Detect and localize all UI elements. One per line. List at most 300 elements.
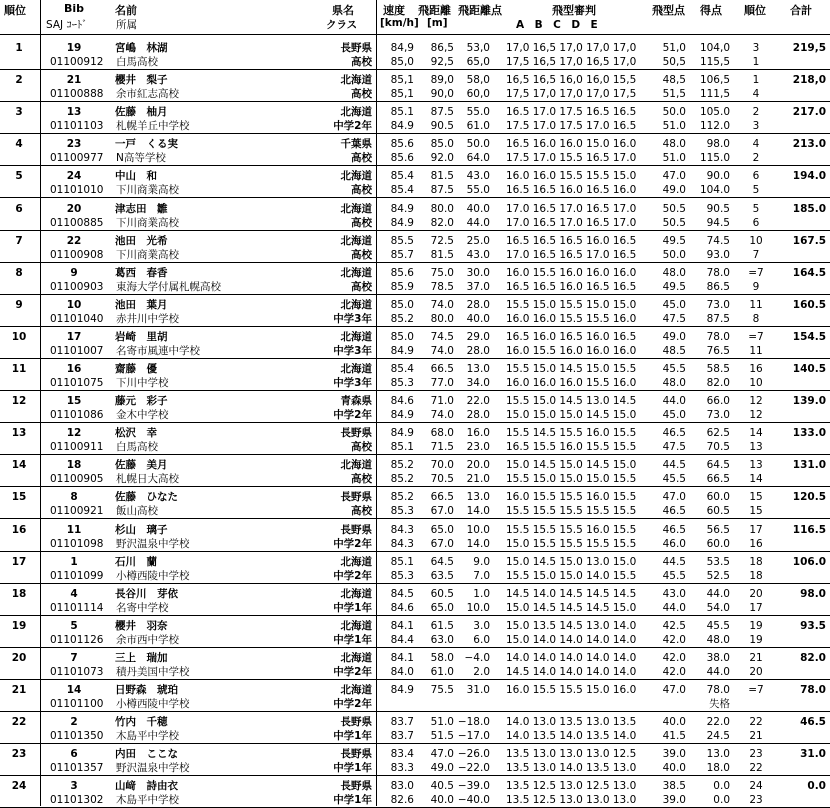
row-rank: 5 (15, 170, 23, 183)
speed-value-run1: 84.5 (390, 587, 414, 600)
speed-value-run2: 85.7 (390, 248, 414, 261)
distance-value-run2: 90,0 (430, 88, 454, 101)
distance-value-run1: 65.0 (430, 523, 454, 536)
class-label: 高校 (351, 152, 372, 165)
distance-value-run2: 87.5 (430, 184, 454, 197)
style-points-run2: 42.0 (662, 665, 686, 678)
class-label: 中学2年 (333, 120, 372, 133)
distance-points-run1: −26.0 (457, 748, 490, 761)
affiliation: 白馬高校 (116, 56, 158, 68)
prefecture: 北海道 (340, 555, 372, 568)
affiliation: 下川商業高校 (116, 216, 179, 229)
speed-value-run2: 85.2 (390, 312, 414, 325)
judge-scores-run2: 17,5 17,0 17,0 17,0 17,5 (506, 88, 637, 101)
speed-value-run2: 85.3 (390, 569, 414, 582)
judge-scores-run2: 17.5 17.0 15.5 16.5 17.0 (506, 152, 637, 165)
total-score: 140.5 (792, 363, 826, 375)
row-rank: 3 (15, 106, 23, 119)
distance-points-run1: 22.0 (466, 395, 490, 408)
run-rank-run1: 4 (752, 138, 760, 151)
run-points-run2: 112.0 (699, 120, 730, 133)
run-points-run1: 44.0 (706, 587, 730, 600)
judge-scores-run2: 16.5 16.5 16.0 16.5 16.5 (506, 280, 637, 293)
distance-value-run1: 66.5 (430, 491, 454, 504)
table-row (0, 134, 830, 166)
run-points-run1: 78.0 (706, 330, 730, 343)
class-label: 中学1年 (333, 762, 372, 775)
run-rank-run2: 7 (752, 248, 760, 261)
speed-value-run2: 84.9 (390, 216, 414, 229)
speed-value-run1: 85.0 (390, 298, 414, 311)
distance-value-run2: 67.0 (430, 505, 454, 518)
run-points-run1: 106,5 (699, 74, 730, 87)
affiliation: 下川中学校 (116, 377, 169, 389)
run-points-run2: 60.5 (706, 505, 730, 518)
athlete-name: 石川 蘭 (115, 555, 157, 568)
style-points-run1: 48.0 (662, 138, 686, 151)
distance-points-run2: 60,0 (466, 88, 490, 101)
run-points-run1: 90.5 (706, 202, 730, 215)
style-points-run2: 46.5 (662, 505, 686, 518)
prefecture: 長野県 (340, 42, 372, 54)
distance-points-run1: 30.0 (466, 266, 490, 279)
run-rank-run1: 20 (749, 587, 763, 600)
distance-value-run2: 81.5 (430, 248, 454, 261)
style-points-run2: 49.5 (662, 280, 686, 293)
saj-code: 01101126 (50, 633, 104, 646)
athlete-name: 長谷川 芽依 (115, 587, 178, 600)
distance-points-run2: 44.0 (466, 216, 490, 229)
run-rank-run2: 5 (752, 184, 760, 197)
affiliation: 余市西中学校 (116, 633, 179, 646)
row-rank: 20 (11, 651, 27, 664)
athlete-name: 葛西 春香 (115, 266, 168, 279)
run-rank-run1: 14 (749, 427, 763, 440)
table-row (0, 520, 830, 552)
distance-value-run1: 64.5 (430, 555, 454, 568)
run-rank-run1: 16 (749, 363, 763, 375)
affiliation: 小樽西陵中学校 (116, 569, 190, 582)
speed-value-run2: 84.4 (390, 633, 414, 646)
run-points-run1: 73.0 (706, 298, 730, 311)
speed-value-run2: 85.4 (390, 184, 414, 197)
prefecture: 長野県 (340, 780, 372, 793)
style-points-run2: 44.0 (662, 601, 686, 614)
style-points-run1: 40.0 (662, 716, 686, 729)
judge-scores-run1: 17.0 16.5 17.0 16.5 17.0 (506, 202, 637, 215)
row-rank: 16 (11, 523, 27, 536)
speed-value-run1: 83.0 (390, 780, 414, 793)
style-points-run2: 48.0 (662, 377, 686, 389)
style-points-run1: 46.5 (662, 427, 686, 440)
style-points-run2: 41.5 (662, 730, 686, 743)
row-rank: 22 (11, 716, 27, 729)
judge-scores-run1: 15.5 14.5 15.5 16.0 15.5 (506, 427, 637, 440)
row-rank: 6 (15, 202, 23, 215)
total-score: 219,5 (792, 42, 826, 54)
bib-number: 10 (66, 298, 82, 311)
class-label: 中学1年 (333, 633, 372, 646)
affiliation: 余市紅志高校 (116, 88, 179, 101)
athlete-name: 池田 光希 (115, 234, 168, 247)
distance-points-run2: 6.0 (473, 633, 490, 646)
judge-scores-run2: 15.0 14.0 14.0 14.0 14.0 (506, 633, 637, 646)
speed-value-run2: 82.6 (390, 794, 414, 807)
run-points-run1: 53.5 (706, 555, 730, 568)
run-rank-run1: =7 (748, 266, 764, 279)
header-pref: 県名 (332, 4, 354, 17)
run-rank-run1: 17 (749, 523, 763, 536)
style-points-run2: 40.0 (662, 762, 686, 775)
judge-scores-run1: 15.0 14.5 15.0 14.5 15.0 (506, 459, 637, 472)
header-points: 得点 (700, 4, 722, 17)
affiliation: 白馬高校 (116, 441, 158, 454)
judge-scores-run2: 17,5 16,5 17,0 16,5 17,0 (506, 56, 637, 68)
table-row (0, 712, 830, 744)
table-row (0, 70, 830, 102)
athlete-name: 津志田 雛 (115, 202, 168, 215)
run-rank-run2: 14 (749, 473, 763, 486)
run-rank-run2: 6 (752, 216, 760, 229)
run-points-run2: 0.0 (713, 794, 730, 807)
header-rank2: 順位 (744, 4, 766, 17)
speed-value-run2: 84.0 (390, 665, 414, 678)
distance-points-run2: 65,0 (466, 56, 490, 68)
distance-points-run1: 40.0 (466, 202, 490, 215)
prefecture: 北海道 (340, 651, 372, 664)
judge-scores-run2: 14.0 13.5 14.0 13.5 14.0 (506, 730, 637, 743)
run-rank-run1: 6 (752, 170, 760, 183)
run-points-run2: 66.5 (706, 473, 730, 486)
total-score: 98.0 (800, 587, 826, 600)
run-rank-run1: 22 (749, 716, 763, 729)
run-points-run2: 54.0 (706, 601, 730, 614)
run-rank-run2: 3 (752, 120, 760, 133)
bib-number: 11 (66, 523, 82, 536)
bib-number: 16 (66, 363, 82, 375)
distance-points-run2: 40.0 (466, 312, 490, 325)
speed-value-run1: 84.1 (390, 619, 414, 632)
prefecture: 北海道 (340, 587, 372, 600)
distance-value-run1: 58.0 (430, 651, 454, 664)
run-rank-run1: 13 (749, 459, 763, 472)
judge-scores-run2: 17.5 17.0 17.5 17.0 16.5 (506, 120, 637, 133)
distance-points-run1: 31.0 (466, 684, 490, 696)
judge-scores-run1: 14.0 13.0 13.5 13.0 13.5 (506, 716, 637, 729)
total-score: 133.0 (792, 427, 826, 440)
prefecture: 北海道 (340, 106, 372, 119)
style-points-run1: 43.0 (662, 587, 686, 600)
judge-scores-run2: 15.5 15.0 15.0 15.0 15.5 (506, 473, 637, 486)
athlete-name: 岩崎 里胡 (115, 330, 168, 343)
class-label: 高校 (351, 280, 372, 293)
style-points-run2: 46.0 (662, 537, 686, 550)
table-row (0, 680, 830, 712)
athlete-name: 佐藤 ひなた (115, 491, 178, 504)
total-score: 217.0 (792, 106, 826, 119)
style-points-run2: 47.5 (662, 441, 686, 454)
run-rank-run1: 24 (749, 780, 763, 793)
run-points-run2: 115,5 (699, 56, 730, 68)
run-rank-run1: 10 (749, 234, 763, 247)
class-label: 中学1年 (333, 730, 372, 743)
total-score: 31.0 (800, 748, 826, 761)
style-points-run2: 49.0 (662, 184, 686, 197)
speed-value-run1: 85.1 (390, 555, 414, 568)
bib-number: 2 (70, 716, 78, 729)
distance-points-run1: 10.0 (466, 523, 490, 536)
style-points-run1: 42.0 (662, 651, 686, 664)
distance-value-run2: 92.0 (430, 152, 454, 165)
prefecture: 北海道 (340, 202, 372, 215)
saj-code: 01101010 (50, 184, 104, 197)
run-rank-run1: 5 (752, 202, 760, 215)
class-label: 中学2年 (333, 537, 372, 550)
judge-scores-run1: 16.0 15.5 15.5 16.0 15.5 (506, 491, 637, 504)
table-row (0, 776, 830, 808)
prefecture: 北海道 (340, 330, 372, 343)
run-rank-run1: 3 (752, 42, 760, 54)
speed-value-run1: 84.9 (390, 427, 414, 440)
distance-points-run1: 28.0 (466, 298, 490, 311)
affiliation: 木島平中学校 (116, 794, 179, 807)
saj-code: 01101302 (50, 794, 104, 807)
distance-value-run2: 51.5 (430, 730, 454, 743)
style-points-run1: 51,0 (662, 42, 686, 54)
style-points-run2: 51,5 (662, 88, 686, 101)
distance-value-run1: 85.0 (430, 138, 454, 151)
speed-value-run1: 84.1 (390, 651, 414, 664)
prefecture: 長野県 (340, 427, 372, 440)
run-points-run2: 失格 (709, 698, 730, 710)
table-row (0, 231, 830, 263)
run-points-run1: 74.5 (706, 234, 730, 247)
judge-scores-run1: 14.5 14.0 14.5 14.5 14.5 (506, 587, 637, 600)
athlete-name: 齋藤 優 (115, 363, 157, 375)
distance-points-run1: −18.0 (457, 716, 490, 729)
style-points-run1: 44.0 (662, 395, 686, 408)
saj-code: 01101099 (50, 569, 104, 582)
run-rank-run1: 15 (749, 491, 763, 504)
prefecture: 北海道 (340, 234, 372, 247)
run-points-run1: 60.0 (706, 491, 730, 504)
distance-value-run1: 87.5 (430, 106, 454, 119)
style-points-run2: 50.0 (662, 248, 686, 261)
distance-value-run1: 81.5 (430, 170, 454, 183)
run-points-run1: 22.0 (706, 716, 730, 729)
run-rank-run2: 17 (749, 601, 763, 614)
judge-scores-run1: 16,5 16,5 16,0 16,0 15,5 (506, 74, 637, 87)
run-points-run2: 104.0 (699, 184, 730, 197)
class-label: 高校 (351, 216, 372, 229)
bib-number: 18 (66, 459, 82, 472)
athlete-name: 山﨑 詩由衣 (115, 780, 178, 793)
speed-value-run2: 84.9 (390, 344, 414, 357)
distance-value-run1: 89,0 (430, 74, 454, 87)
speed-value-run2: 85.6 (390, 152, 414, 165)
run-points-run1: 66.0 (706, 395, 730, 408)
row-rank: 24 (11, 780, 27, 793)
run-points-run1: 13.0 (706, 748, 730, 761)
class-label: 中学3年 (333, 312, 372, 325)
distance-value-run2: 71.5 (430, 441, 454, 454)
style-points-run1: 47.0 (662, 684, 686, 696)
speed-value-run1: 85.5 (390, 234, 414, 247)
run-rank-run1: =7 (748, 684, 764, 696)
prefecture: 青森県 (340, 395, 372, 408)
distance-value-run2: 49.0 (430, 762, 454, 775)
style-points-run1: 44.5 (662, 555, 686, 568)
speed-value-run1: 83.7 (390, 716, 414, 729)
distance-value-run2: 65.0 (430, 601, 454, 614)
speed-value-run1: 84.3 (390, 523, 414, 536)
distance-points-run2: 28.0 (466, 409, 490, 422)
distance-points-run2: 61.0 (466, 120, 490, 133)
row-rank: 21 (11, 684, 27, 696)
distance-value-run1: 47.0 (430, 748, 454, 761)
saj-code: 01101103 (50, 120, 104, 133)
header-m: [m] (427, 17, 448, 29)
distance-value-run2: 63.5 (430, 569, 454, 582)
header-saj: SAJ ｺｰﾄﾞ (46, 19, 88, 31)
bib-number: 12 (66, 427, 82, 440)
distance-points-run1: 9.0 (473, 555, 490, 568)
judge-scores-run1: 16.0 15.5 16.0 16.0 16.0 (506, 266, 637, 279)
distance-points-run1: 25.0 (466, 234, 490, 247)
prefecture: 北海道 (340, 459, 372, 472)
row-rank: 10 (11, 330, 27, 343)
style-points-run1: 42.5 (662, 619, 686, 632)
speed-value-run2: 84.3 (390, 537, 414, 550)
distance-points-run2: −17.0 (457, 730, 490, 743)
run-points-run2: 24.5 (706, 730, 730, 743)
judge-scores-run2: 16.0 15.5 16.0 16.0 16.0 (506, 344, 637, 357)
header-affil: 所属 (116, 19, 137, 31)
saj-code: 01101073 (50, 665, 104, 678)
judge-scores-run1: 16.0 16.0 15.5 15.5 15.0 (506, 170, 637, 183)
run-points-run2: 76.5 (706, 344, 730, 357)
saj-code: 01100903 (50, 280, 104, 293)
speed-value-run2: 85.1 (390, 441, 414, 454)
table-row (0, 616, 830, 648)
run-points-run1: 38.0 (706, 651, 730, 664)
row-rank: 7 (15, 234, 23, 247)
header-bib: Bib (64, 2, 85, 15)
distance-points-run2: −22.0 (457, 762, 490, 775)
table-row (0, 648, 830, 680)
style-points-run2: 42.0 (662, 633, 686, 646)
run-rank-run1: =7 (748, 330, 764, 343)
run-points-run1: 64.5 (706, 459, 730, 472)
saj-code: 01101114 (50, 601, 104, 614)
run-points-run2: 73.0 (706, 409, 730, 422)
speed-value-run1: 85.6 (390, 138, 414, 151)
table-row (0, 199, 830, 231)
run-points-run2: 115.0 (699, 152, 730, 165)
speed-value-run1: 83.4 (390, 748, 414, 761)
table-row (0, 455, 830, 487)
run-points-run2: 44.0 (706, 665, 730, 678)
distance-value-run2: 63.0 (430, 633, 454, 646)
judge-scores-run2: 16.0 16.0 16.0 15.5 16.0 (506, 377, 637, 389)
distance-value-run2: 78.5 (430, 280, 454, 293)
distance-points-run1: 3.0 (473, 619, 490, 632)
run-points-run1: 62.5 (706, 427, 730, 440)
table-row (0, 38, 830, 70)
athlete-name: 櫻井 梨子 (115, 74, 168, 87)
class-label: 中学2年 (333, 569, 372, 582)
judge-scores-run2: 13.5 12.5 13.0 13.0 13.0 (506, 794, 637, 807)
distance-value-run2: 92,5 (430, 56, 454, 68)
speed-value-run1: 84,9 (390, 42, 414, 54)
run-rank-run2: 19 (749, 633, 763, 646)
speed-value-run1: 84.9 (390, 202, 414, 215)
run-points-run2: 60.0 (706, 537, 730, 550)
total-score: 218,0 (792, 74, 826, 87)
judge-scores-run1: 16.5 16.0 16.0 15.0 16.0 (506, 138, 637, 151)
distance-points-run2: 64.0 (466, 152, 490, 165)
run-rank-run2: 9 (752, 280, 760, 293)
bib-number: 3 (70, 780, 78, 793)
header-speed: 速度 (383, 4, 405, 17)
judge-scores-run2: 17.0 16.5 17.0 16.5 17.0 (506, 216, 637, 229)
row-rank: 14 (11, 459, 27, 472)
prefecture: 長野県 (340, 491, 372, 504)
distance-points-run1: 50.0 (466, 138, 490, 151)
run-rank-run2: 11 (749, 344, 763, 357)
saj-code: 01101357 (50, 762, 104, 775)
affiliation: 赤井川中学校 (116, 312, 179, 325)
run-points-run2: 48.0 (706, 633, 730, 646)
style-points-run2: 39.0 (662, 794, 686, 807)
athlete-name: 杉山 璃子 (115, 523, 168, 536)
style-points-run1: 50.5 (662, 202, 686, 215)
run-rank-run2: 8 (752, 312, 760, 325)
distance-value-run2: 74.0 (430, 409, 454, 422)
speed-value-run2: 83.7 (390, 730, 414, 743)
row-rank: 15 (11, 491, 27, 504)
run-points-run1: 58.5 (706, 363, 730, 375)
distance-points-run2: 43.0 (466, 248, 490, 261)
saj-code: 01101040 (50, 312, 104, 325)
row-rank: 1 (15, 42, 23, 54)
total-score: 116.5 (792, 523, 826, 536)
judge-scores-run1: 15.0 13.5 14.5 13.0 14.0 (506, 619, 637, 632)
judge-scores-run2: 16.5 16.5 16.0 16.5 16.0 (506, 184, 637, 197)
run-points-run1: 45.5 (706, 619, 730, 632)
speed-value-run2: 85.3 (390, 505, 414, 518)
distance-points-run1: 58,0 (466, 74, 490, 87)
distance-points-run2: 21.0 (466, 473, 490, 486)
athlete-name: 佐藤 美月 (115, 459, 168, 472)
athlete-name: 内田 ここな (115, 748, 178, 761)
speed-value-run2: 84.9 (390, 409, 414, 422)
run-points-run1: 78.0 (706, 684, 730, 696)
distance-value-run1: 40.5 (430, 780, 454, 793)
row-rank: 11 (11, 363, 27, 375)
run-points-run2: 18.0 (706, 762, 730, 775)
speed-value-run2: 85.3 (390, 377, 414, 389)
table-row (0, 552, 830, 584)
class-label: 中学1年 (333, 601, 372, 614)
affiliation: 積丹美国中学校 (116, 665, 190, 678)
run-rank-run1: 21 (749, 651, 763, 664)
distance-points-run2: 10.0 (466, 601, 490, 614)
saj-code: 01100905 (50, 473, 104, 486)
judge-scores-run2: 14.5 14.0 14.0 14.0 14.0 (506, 665, 637, 678)
distance-points-run2: −40.0 (457, 794, 490, 807)
run-points-run2: 94.5 (706, 216, 730, 229)
